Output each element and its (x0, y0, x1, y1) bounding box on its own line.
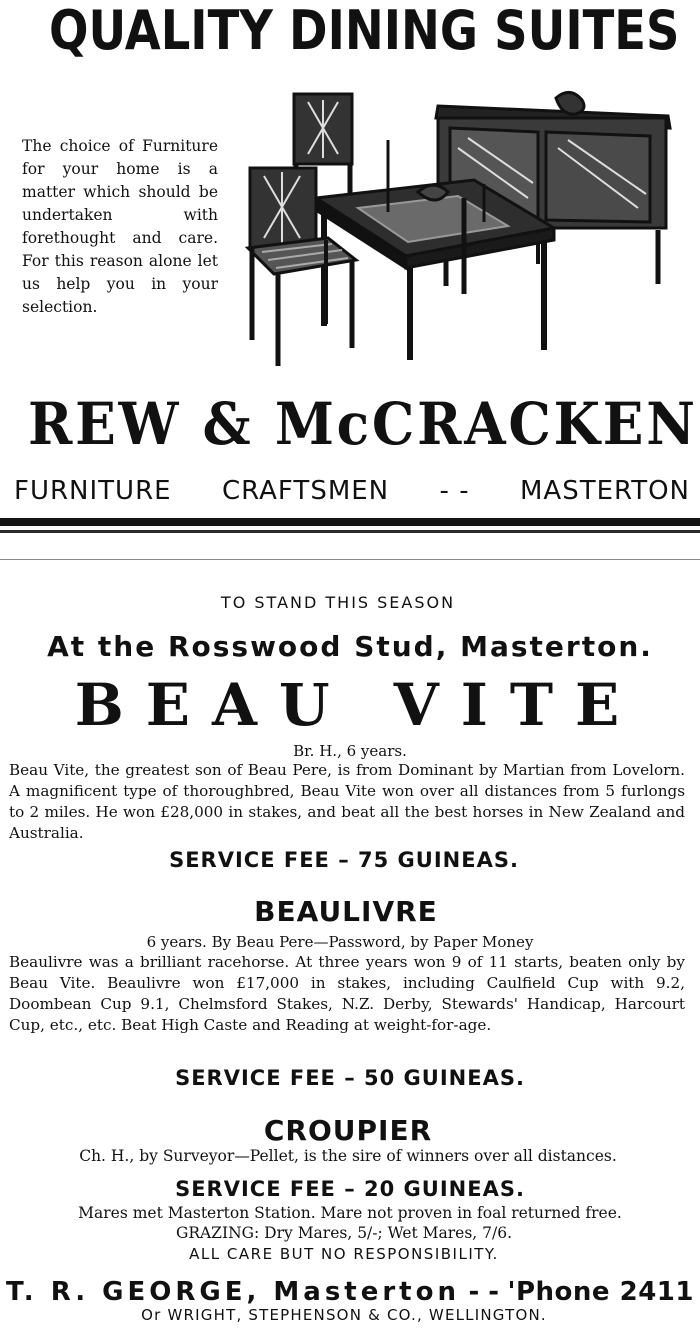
furniture-headline: QUALITY DINING SUITES (49, 0, 680, 62)
agent-line: Or WRIGHT, STEPHENSON & CO., WELLINGTON. (141, 1306, 547, 1324)
tagline-masterton: MASTERTON (519, 476, 690, 506)
section-divider-hairline (0, 559, 700, 560)
stand-season-heading: TO STAND THIS SEASON (220, 593, 456, 612)
tagline-craftsmen: CRAFTSMEN (221, 476, 390, 506)
service-fee-croupier: SERVICE FEE – 20 GUINEAS. (175, 1177, 525, 1201)
tagline-furniture: FURNITURE (14, 476, 172, 506)
section-divider-thick (0, 518, 700, 526)
contact-name: T. R. GEORGE, Masterton (6, 1277, 460, 1307)
company-name: REW & McCRACKEN (28, 390, 698, 458)
horse-name-beaulivre: BEAULIVRE (254, 895, 438, 928)
care-disclaimer: ALL CARE BUT NO RESPONSIBILITY. (189, 1245, 499, 1263)
horse-description-beau-vite: Beau Vite, the greatest son of Beau Pere, is from Dominant by Martian from Lovelorn. A magnificent type of thoroughbred, Beau Vite won over all distances from 5 furlongs to 2 miles. He won £28,000 in stakes, and beat all the best horses in New Zealand and Australia. (9, 761, 685, 842)
service-fee-beau-vite: SERVICE FEE – 75 GUINEAS. (169, 848, 519, 872)
horse-subtitle-beaulivre: 6 years. By Beau Pere—Password, by Paper Money (146, 933, 534, 951)
furniture-intro-text: The choice of Furniture for your home is a matter which should be undertaken with forethought and care. For this reason alone let us help you in your selection. (22, 137, 218, 316)
grazing-terms: GRAZING: Dry Mares, 5/-; Wet Mares, 7/6. (175, 1224, 513, 1242)
horse-description-beaulivre: Beaulivre was a brilliant racehorse. At three years won 9 of 11 starts, beaten only by Beau Vite. Beaulivre won £17,000 in stakes, including Caulfield Cup with 9.2, Doombean Cup 9.1, Chelmsford Stakes, N.Z. Derby, Stewards' Handicap, Harcourt Cup, etc., etc. Beat High Caste and Reading at weight-for-age. (9, 953, 685, 1034)
contact-dashes: - - (468, 1277, 500, 1307)
section-divider-thin (0, 530, 700, 533)
company-tagline (14, 474, 690, 508)
horse-name-beau-vite: BEAU VITE (74, 671, 642, 739)
service-fee-beaulivre: SERVICE FEE – 50 GUINEAS. (175, 1066, 525, 1090)
mares-note: Mares met Masterton Station. Mare not proven in foal returned free. (78, 1204, 622, 1222)
horse-name-croupier: CROUPIER (263, 1114, 433, 1147)
horse-subtitle-beau-vite: Br. H., 6 years. (293, 742, 407, 760)
tagline-dashes: - - (439, 476, 470, 506)
horse-description-croupier: Ch. H., by Surveyor—Pellet, is the sire of winners over all distances. (79, 1147, 617, 1165)
stud-location-heading: At the Rosswood Stud, Masterton. (47, 630, 653, 663)
contact-phone: 'Phone 2411 (507, 1277, 694, 1307)
dining-suite-illustration (238, 88, 678, 370)
